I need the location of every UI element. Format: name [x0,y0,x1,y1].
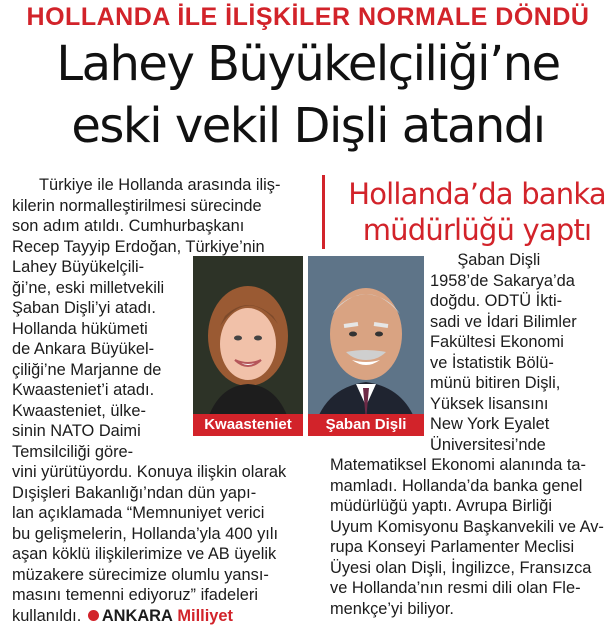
headline-line-1: Lahey Büyükelçiliği’ne [56,36,560,92]
article-line: lan açıklamada “Memnuniyet verici [12,504,265,522]
article-line: Hollanda hükümeti [12,319,148,338]
sidebar-line: rupa Konseyi Parlamenter Meclisi [330,538,575,556]
sidebar-line: ve Hollanda’nın resmi dili olan Fle- [330,579,581,597]
article-line: masını temenni ediyoruz” ifadeleri [12,586,258,604]
sidebar-line: Üniversitesi’nde [430,435,546,454]
article-line: bu gelişmelerin, Hollanda’yla 400 yılı [12,524,279,543]
sidebar-line: 1958’de Sakarya’da [430,271,575,290]
article-line: Temsilciliği göre- [12,442,134,461]
sidebar-line: Matematiksel Ekonomi alanında ta- [330,456,586,474]
article-line: Kwaasteniet, ülke- [12,401,146,420]
photo-saban-disli [308,256,424,436]
sidebar-text-narrow [430,250,577,455]
article-line: Kwaasteniet’i atadı. [12,381,155,399]
article-line: vini yürütüyordu. Konuya ilişkin olarak [12,463,287,481]
sidebar-line: doğdu. ODTÜ İkti- [430,292,563,310]
portrait-woman-icon [193,256,303,436]
article-line: Lahey Büyükelçili- [12,258,145,276]
sidebar-line: mamladı. Hollanda’da banka genel [330,476,583,495]
dateline: ANKARA [101,606,173,625]
article-line: de Ankara Büyükel- [12,340,155,358]
article-line: aşan köklü ilişkilerimize ve AB üyelik [12,545,277,563]
kicker-headline: HOLLANDA İLE İLİŞKİLER NORMALE DÖNDÜ [26,3,590,31]
article-line: ği’ne, eski milletvekili [12,278,165,297]
sidebar-line: Şaban Dişli [430,251,541,269]
sidebar-line: Yüksek lisansını [430,394,549,413]
sidebar-line: sadi ve İdari Bilimler [430,312,577,331]
sidebar-line: müdürlüğü yaptı. Avrupa Birliği [330,497,553,515]
sidebar-line: Üyesi olan Dişli, İngilizce, Fransızca [330,558,592,577]
sidebar-title-line-1: Hollanda’da banka [348,177,606,211]
article-line: kilerin normalleştirilmesi sürecinde [12,196,262,215]
article-line: sinin NATO Daimi [12,422,141,440]
article-line: son adım atıldı. Cumhurbaşkanı [12,217,245,235]
portrait-man-icon [308,256,424,436]
source-label: Milliyet [177,606,233,625]
article-line: Türkiye ile Hollanda arasında iliş- [12,176,281,194]
sidebar-line: Uyum Komisyonu Başkanvekili ve Av- [330,517,604,536]
sidebar-line: menkçe’yi biliyor. [330,599,454,618]
article-line: Şaban Dişli’yi atadı. [12,299,156,317]
article-line: kullanıldı. [12,606,82,625]
article-last-line [12,606,286,627]
photo-caption-left: Kwaasteniet [193,414,303,436]
headline-line-2: eski vekil Dişli atandı [71,98,545,154]
photo-caption-right: Şaban Dişli [308,414,424,436]
article-line: müzakere sürecimize olumlu yansı- [12,565,269,584]
bullet-dot-icon [88,610,99,621]
sidebar-line: Fakültesi Ekonomi [430,333,564,351]
article-line: Recep Tayyip Erdoğan, Türkiye’nin [12,237,265,256]
article-line: çiliği’ne Marjanne de [12,360,162,379]
sidebar-line: New York Eyalet [430,415,550,433]
sidebar-header [322,175,616,249]
article-line: Dışişleri Bakanlığı’ndan dün yapı- [12,483,257,502]
photo-kwaasteniet [193,256,303,436]
sidebar-line: ve İstatistik Bölü- [430,353,554,372]
sidebar-text-wide [330,455,604,619]
sidebar-title-line-2: müdürlüğü yaptı [362,213,592,247]
sidebar-line: münü bitiren Dişli, [430,374,561,392]
